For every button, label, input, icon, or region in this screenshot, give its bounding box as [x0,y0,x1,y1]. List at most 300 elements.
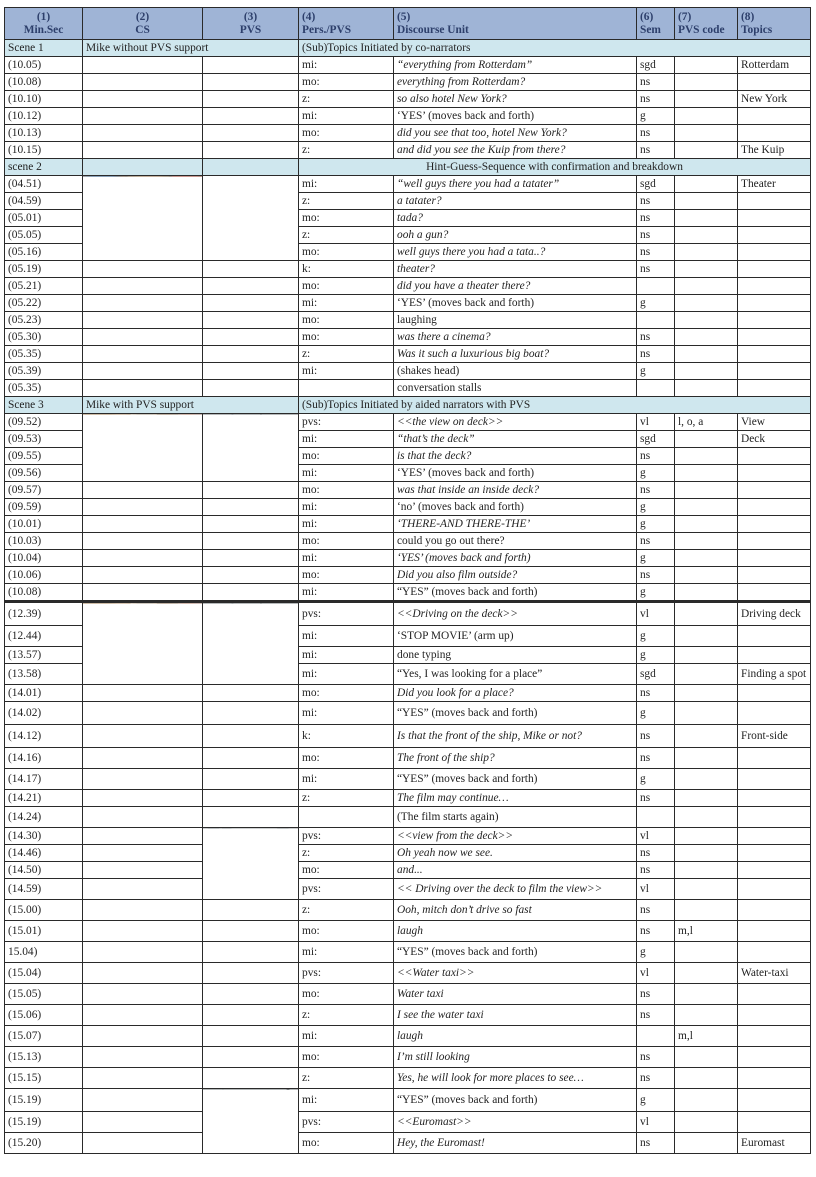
person-cell: mi: [299,516,394,533]
cs-cell [83,74,203,91]
cs-cell [83,790,203,807]
discourse-cell: Is that the front of the ship, Mike or not? [394,725,637,748]
time-cell: (09.59) [5,499,83,516]
sem-cell: sgd [637,176,675,193]
discourse-cell: The film may continue… [394,790,637,807]
table-row [5,482,811,499]
topic-cell: Theater [738,176,811,193]
cs-cell [83,748,203,769]
discourse-cell: “YES” (moves back and forth) [394,769,637,790]
person-cell: mi: [299,57,394,74]
transcript-table-wrapper [4,7,810,1154]
discourse-cell: ooh a gun? [394,227,637,244]
header-row [5,8,811,40]
person-cell: mo: [299,329,394,346]
person-cell: z: [299,193,394,210]
discourse-cell: ‘YES’ (moves back and forth) [394,295,637,312]
pvs-code-cell [675,647,738,664]
pvs-cell [203,261,299,278]
sem-cell [637,278,675,295]
pvs-cell [203,1068,299,1089]
cs-cell [83,584,203,602]
topic-cell [738,748,811,769]
table-row [5,329,811,346]
pvs-cell [203,567,299,584]
discourse-cell: laugh [394,921,637,942]
table-row [5,1089,811,1112]
sem-cell: g [637,1089,675,1112]
table-row [5,921,811,942]
time-cell: (05.23) [5,312,83,329]
time-cell: (10.04) [5,550,83,567]
time-cell: (05.01) [5,210,83,227]
pvs-cell [203,1026,299,1047]
sem-cell: ns [637,74,675,91]
sem-cell: ns [637,1047,675,1068]
topic-cell [738,702,811,725]
topic-cell [738,499,811,516]
person-cell: mi: [299,363,394,380]
pvs-cell [203,278,299,295]
pvs-code-cell [675,1089,738,1112]
discourse-cell: was there a cinema? [394,329,637,346]
pvs-code-cell [675,725,738,748]
sem-cell: ns [637,567,675,584]
pvs-cell [203,516,299,533]
person-cell: mo: [299,862,394,879]
topic-cell [738,790,811,807]
pvs-code-cell [675,984,738,1005]
time-cell: (14.16) [5,748,83,769]
cs-cell [83,1068,203,1089]
time-cell: (05.16) [5,244,83,261]
time-cell: (14.46) [5,845,83,862]
sem-cell: g [637,702,675,725]
discourse-cell: is that the deck? [394,448,637,465]
person-cell: mi: [299,626,394,647]
table-row [5,91,811,108]
pvs-cell [203,807,299,828]
discourse-cell: <<the view on deck>> [394,414,637,431]
pvs-code-cell [675,533,738,550]
discourse-cell: ‘YES’ (moves back and forth) [394,550,637,567]
cs-cell [83,363,203,380]
time-cell: (05.30) [5,329,83,346]
person-cell: mi: [299,465,394,482]
table-row [5,380,811,397]
topic-cell [738,193,811,210]
cs-cell [83,329,203,346]
sem-cell: ns [637,482,675,499]
topic-cell [738,567,811,584]
cs-cell [83,516,203,533]
pvs-code-cell [675,193,738,210]
table-row [5,176,811,193]
sem-cell: ns [637,1005,675,1026]
time-cell: (14.21) [5,790,83,807]
time-cell: (10.13) [5,125,83,142]
sem-cell: sgd [637,57,675,74]
person-cell: mo: [299,482,394,499]
pvs-code-cell [675,125,738,142]
cs-cell [83,984,203,1005]
time-cell: (15.19) [5,1112,83,1133]
header-cs: (2) CS [83,8,203,40]
discourse-cell: tada? [394,210,637,227]
pvs-cell [203,312,299,329]
time-cell: (12.44) [5,626,83,647]
time-cell: 15.04) [5,942,83,963]
discourse-cell: could you go out there? [394,533,637,550]
cs-cell [83,1112,203,1133]
sem-cell: vl [637,828,675,845]
table-row [5,879,811,900]
topic-cell [738,879,811,900]
topic-cell [738,1112,811,1133]
pvs-cell [203,363,299,380]
discourse-cell: <<Euromast>> [394,1112,637,1133]
table-row [5,748,811,769]
time-cell: (15.01) [5,921,83,942]
time-cell: (05.39) [5,363,83,380]
discourse-cell: Ooh, mitch don’t drive so fast [394,900,637,921]
sem-cell: ns [637,125,675,142]
discourse-cell: <<Water taxi>> [394,963,637,984]
pvs-code-cell [675,346,738,363]
sem-cell [637,312,675,329]
discourse-cell: (shakes head) [394,363,637,380]
table-row [5,1005,811,1026]
pvs-code-cell [675,108,738,125]
scene-cs-label: Mike with PVS support [83,397,299,414]
pvs-code-cell [675,626,738,647]
time-cell: (09.52) [5,414,83,431]
cs-cell [83,57,203,74]
sem-cell: sgd [637,431,675,448]
pvs-cell [203,125,299,142]
pvs-code-cell [675,74,738,91]
photo-harbor-deck-2 [203,602,299,685]
scene-label: scene 2 [5,159,83,176]
table-row [5,807,811,828]
table-row [5,295,811,312]
header-sem: (6) Sem [637,8,675,40]
person-cell: mi: [299,431,394,448]
sem-cell [637,1026,675,1047]
pvs-code-cell: l, o, a [675,414,738,431]
topic-cell: Driving deck [738,602,811,626]
table-row [5,602,811,626]
table-row [5,942,811,963]
pvs-cell [203,1047,299,1068]
topic-cell: View [738,414,811,431]
time-cell: (05.19) [5,261,83,278]
table-row [5,963,811,984]
sem-cell: ns [637,91,675,108]
topic-cell [738,516,811,533]
sem-cell: g [637,465,675,482]
discourse-cell: laugh [394,1026,637,1047]
cs-cell [83,108,203,125]
topic-cell [738,244,811,261]
pvs-code-cell [675,329,738,346]
person-cell: z: [299,227,394,244]
time-cell: (10.03) [5,533,83,550]
time-cell: (13.58) [5,664,83,685]
pvs-code-cell [675,363,738,380]
pvs-code-cell [675,244,738,261]
topic-cell [738,807,811,828]
table-row [5,584,811,602]
discourse-cell: “YES” (moves back and forth) [394,1089,637,1112]
pvs-code-cell [675,845,738,862]
discourse-cell: so also hotel New York? [394,91,637,108]
time-cell: (15.06) [5,1005,83,1026]
table-row [5,862,811,879]
person-cell: z: [299,900,394,921]
topic-cell [738,1047,811,1068]
topic-cell [738,685,811,702]
sem-cell: g [637,108,675,125]
time-cell: (04.59) [5,193,83,210]
person-cell: mo: [299,312,394,329]
topic-cell: New York [738,91,811,108]
cs-cell [83,807,203,828]
table-row [5,1047,811,1068]
photo-harbor-deck [203,414,299,482]
person-cell: mo: [299,244,394,261]
cs-cell [83,1047,203,1068]
person-cell: mo: [299,74,394,91]
pvs-code-cell [675,516,738,533]
discourse-cell: Hey, the Euromast! [394,1133,637,1154]
pvs-cell [203,685,299,702]
cs-cell [83,1005,203,1026]
time-cell: (10.06) [5,567,83,584]
topic-cell [738,261,811,278]
table-row [5,725,811,748]
pvs-cell [203,921,299,942]
pvs-code-cell [675,91,738,108]
discourse-cell: Did you look for a place? [394,685,637,702]
person-cell: z: [299,346,394,363]
topic-cell [738,584,811,602]
discourse-cell: ‘THERE-AND THERE-THE’ [394,516,637,533]
person-cell: mo: [299,125,394,142]
topic-cell: Water-taxi [738,963,811,984]
table-row [5,516,811,533]
table-row [5,125,811,142]
header-person: (4) Pers./PVS [299,8,394,40]
topic-cell [738,550,811,567]
time-cell: (14.02) [5,702,83,725]
cs-cell [83,862,203,879]
person-cell: pvs: [299,414,394,431]
topic-cell [738,942,811,963]
header-discourse: (5) Discourse Unit [394,8,637,40]
topic-cell: The Kuip [738,142,811,159]
pvs-code-cell [675,702,738,725]
pvs-cell [203,380,299,397]
sem-cell: ns [637,921,675,942]
pvs-cell [203,533,299,550]
cs-cell [83,921,203,942]
transcript-table [4,7,811,1154]
table-row [5,533,811,550]
table-row [5,685,811,702]
cs-cell [83,1133,203,1154]
topic-cell [738,278,811,295]
table-row [5,74,811,91]
time-cell: (05.35) [5,380,83,397]
scene-header-row [5,397,811,414]
sem-cell: ns [637,193,675,210]
cs-cell [83,125,203,142]
cs-cell [83,879,203,900]
topic-cell [738,626,811,647]
time-cell: (05.22) [5,295,83,312]
discourse-cell: theater? [394,261,637,278]
time-cell: (04.51) [5,176,83,193]
cs-cell [83,725,203,748]
discourse-cell: “YES” (moves back and forth) [394,584,637,602]
scene-label: Scene 1 [5,40,83,57]
topic-cell [738,380,811,397]
pvs-code-cell [675,448,738,465]
cs-cell [83,900,203,921]
pvs-code-cell [675,431,738,448]
sem-cell [637,807,675,828]
topic-cell [738,533,811,550]
discourse-cell: ‘YES’ (moves back and forth) [394,108,637,125]
pvs-code-cell [675,312,738,329]
person-cell: mi: [299,295,394,312]
discourse-cell: “well guys there you had a tatater” [394,176,637,193]
scene-title: Hint-Guess-Sequence with confirmation and breakdown [299,159,811,176]
pvs-cell [203,74,299,91]
person-cell: mo: [299,533,394,550]
cs-cell [83,380,203,397]
discourse-cell: ‘YES’ (moves back and forth) [394,465,637,482]
pvs-code-cell [675,748,738,769]
pvs-code-cell [675,1133,738,1154]
time-cell: (14.50) [5,862,83,879]
person-cell: mi: [299,550,394,567]
pvs-code-cell [675,879,738,900]
sem-cell: ns [637,261,675,278]
table-row [5,828,811,845]
pvs-code-cell [675,1068,738,1089]
sem-cell: g [637,584,675,602]
person-cell [299,807,394,828]
discourse-cell: Water taxi [394,984,637,1005]
pvs-code-cell [675,963,738,984]
sem-cell: g [637,626,675,647]
pvs-code-cell [675,584,738,602]
pvs-code-cell [675,769,738,790]
cs-cell [83,1026,203,1047]
time-cell: (15.00) [5,900,83,921]
cs-cell [83,769,203,790]
pvs-code-cell [675,602,738,626]
topic-cell [738,828,811,845]
person-cell: mo: [299,685,394,702]
pvs-code-cell [675,142,738,159]
sem-cell: g [637,647,675,664]
time-cell: (05.05) [5,227,83,244]
sem-cell: ns [637,900,675,921]
discourse-cell: << Driving over the deck to film the view>> [394,879,637,900]
time-cell: (14.17) [5,769,83,790]
cs-cell [83,278,203,295]
topic-cell [738,125,811,142]
sem-cell: ns [637,748,675,769]
topic-cell [738,482,811,499]
topic-cell [738,465,811,482]
cs-cell [83,828,203,845]
pvs-cell [203,942,299,963]
table-row [5,499,811,516]
photo-ship-deck-view [203,828,299,900]
cs-cell [83,567,203,584]
transcript-body [5,40,811,1154]
sem-cell: ns [637,685,675,702]
pvs-cell [203,790,299,807]
person-cell: mi: [299,499,394,516]
cs-cell [83,142,203,159]
header-min-sec: (1) Min.Sec [5,8,83,40]
pvs-code-cell: m,l [675,1026,738,1047]
scene-label: Scene 3 [5,397,83,414]
sem-cell: ns [637,142,675,159]
topic-cell [738,984,811,1005]
topic-cell [738,329,811,346]
time-cell: (14.59) [5,879,83,900]
table-row [5,984,811,1005]
time-cell: (14.24) [5,807,83,828]
cs-cell [83,499,203,516]
person-cell: mi: [299,1026,394,1047]
table-row [5,278,811,295]
sem-cell: ns [637,790,675,807]
person-cell: mi: [299,647,394,664]
person-cell: mi: [299,176,394,193]
topic-cell [738,921,811,942]
person-cell [299,380,394,397]
table-row [5,845,811,862]
pvs-cell [203,499,299,516]
pvs-code-cell [675,862,738,879]
topic-cell [738,295,811,312]
scene-header-row [5,159,811,176]
discourse-cell: Did you also film outside? [394,567,637,584]
discourse-cell: “everything from Rotterdam” [394,57,637,74]
pvs-code-cell [675,567,738,584]
cs-cell [83,261,203,278]
table-row [5,414,811,431]
discourse-cell: well guys there you had a tata..? [394,244,637,261]
sem-cell: g [637,516,675,533]
sem-cell: g [637,550,675,567]
pvs-cell [203,346,299,363]
sem-cell: vl [637,963,675,984]
discourse-cell: “YES” (moves back and forth) [394,702,637,725]
person-cell: mo: [299,1047,394,1068]
photo-euromast-bridge [203,1089,299,1154]
scene-title: (Sub)Topics Initiated by co-narrators [299,40,811,57]
discourse-cell: done typing [394,647,637,664]
sem-cell: ns [637,227,675,244]
